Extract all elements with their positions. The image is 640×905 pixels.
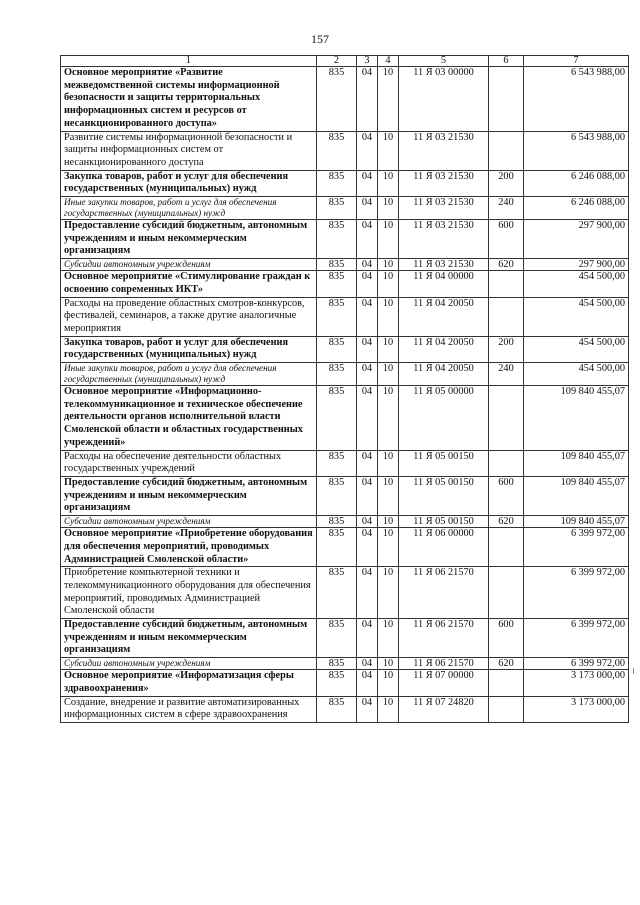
row-name-cell: Иные закупки товаров, работ и услуг для обеспечения государственных (муниципальных) нужд (61, 363, 317, 386)
row-grbs-cell: 835 (317, 658, 357, 670)
row-expense-type-cell (489, 386, 524, 451)
row-subsection-cell: 10 (378, 476, 399, 515)
row-section-cell: 04 (357, 450, 378, 476)
row-grbs-cell: 835 (317, 516, 357, 528)
row-expense-type-cell (489, 271, 524, 297)
row-grbs-cell: 835 (317, 386, 357, 451)
row-target-article-cell: 11 Я 06 21570 (399, 567, 489, 619)
table-row (61, 297, 629, 336)
header-col-3: 3 (357, 56, 378, 67)
row-amount-cell: 3 173 000,00 (524, 696, 629, 722)
row-amount-cell: 109 840 455,07 (524, 516, 629, 528)
row-subsection-cell: 10 (378, 170, 399, 196)
row-subsection-cell: 10 (378, 567, 399, 619)
row-target-article-cell: 11 Я 05 00150 (399, 450, 489, 476)
row-expense-type-cell: 620 (489, 658, 524, 670)
row-grbs-cell: 835 (317, 170, 357, 196)
row-expense-type-cell (489, 67, 524, 132)
row-section-cell: 04 (357, 67, 378, 132)
row-subsection-cell: 10 (378, 450, 399, 476)
row-section-cell: 04 (357, 336, 378, 362)
row-name-cell: Предоставление субсидий бюджетным, автономным учреждениям и иным некоммерческим организациям (61, 619, 317, 658)
row-section-cell: 04 (357, 670, 378, 696)
table-row (61, 131, 629, 170)
row-amount-cell: 454 500,00 (524, 336, 629, 362)
row-grbs-cell: 835 (317, 476, 357, 515)
row-section-cell: 04 (357, 197, 378, 220)
table-row (61, 670, 629, 696)
row-subsection-cell: 10 (378, 386, 399, 451)
table-row (61, 516, 629, 528)
row-expense-type-cell (489, 696, 524, 722)
row-amount-cell: 454 500,00 (524, 271, 629, 297)
table-row (61, 567, 629, 619)
row-expense-type-cell (489, 528, 524, 567)
row-expense-type-cell: 200 (489, 336, 524, 362)
row-subsection-cell: 10 (378, 131, 399, 170)
row-name-cell: Предоставление субсидий бюджетным, автономным учреждениям и иным некоммерческим организациям (61, 476, 317, 515)
row-amount-cell: 109 840 455,07 (524, 450, 629, 476)
row-amount-cell: 6 399 972,00 (524, 658, 629, 670)
row-target-article-cell: 11 Я 06 00000 (399, 528, 489, 567)
row-expense-type-cell: 600 (489, 476, 524, 515)
row-target-article-cell: 11 Я 06 21570 (399, 619, 489, 658)
table-row (61, 336, 629, 362)
row-section-cell: 04 (357, 131, 378, 170)
row-section-cell: 04 (357, 658, 378, 670)
row-name-cell: Иные закупки товаров, работ и услуг для обеспечения государственных (муниципальных) нужд (61, 197, 317, 220)
row-target-article-cell: 11 Я 03 21530 (399, 259, 489, 271)
row-name-cell: Основное мероприятие «Информационно-телекоммуникационное и техническое обеспечение деятельности органов исполнительной власти Смоленской области и областных государственных учреждений» (61, 386, 317, 451)
row-subsection-cell: 10 (378, 363, 399, 386)
row-amount-cell: 6 399 972,00 (524, 619, 629, 658)
row-name-cell: Субсидии автономным учреждениям (61, 516, 317, 528)
row-target-article-cell: 11 Я 03 00000 (399, 67, 489, 132)
row-subsection-cell: 10 (378, 619, 399, 658)
header-col-5: 5 (399, 56, 489, 67)
row-grbs-cell: 835 (317, 528, 357, 567)
row-amount-cell: 3 173 000,00 (524, 670, 629, 696)
header-col-7: 7 (524, 56, 629, 67)
row-name-cell: Основное мероприятие «Информатизация сферы здравоохранения» (61, 670, 317, 696)
row-name-cell: Приобретение компьютерной техники и телекоммуникационного оборудования для обеспечения мероприятий, проводимых Администрацией Смоленской области (61, 567, 317, 619)
row-amount-cell: 6 246 088,00 (524, 170, 629, 196)
row-expense-type-cell: 200 (489, 170, 524, 196)
row-grbs-cell: 835 (317, 336, 357, 362)
row-expense-type-cell (489, 450, 524, 476)
row-subsection-cell: 10 (378, 67, 399, 132)
row-amount-cell: 6 246 088,00 (524, 197, 629, 220)
row-expense-type-cell: 620 (489, 516, 524, 528)
row-section-cell: 04 (357, 567, 378, 619)
table-row (61, 67, 629, 132)
table-row (61, 658, 629, 670)
row-expense-type-cell: 600 (489, 220, 524, 259)
row-target-article-cell: 11 Я 05 00150 (399, 516, 489, 528)
row-name-cell: Основное мероприятие «Развитие межведомственной системы информационной безопасности и защиты территориальных информационных систем и ресурсов от несанкционированного доступа» (61, 67, 317, 132)
row-amount-cell: 109 840 455,07 (524, 476, 629, 515)
row-target-article-cell: 11 Я 03 21530 (399, 220, 489, 259)
row-target-article-cell: 11 Я 07 00000 (399, 670, 489, 696)
row-target-article-cell: 11 Я 03 21530 (399, 197, 489, 220)
row-name-cell: Создание, внедрение и развитие автоматизированных информационных систем в сфере здравоохранения (61, 696, 317, 722)
row-amount-cell: 109 840 455,07 (524, 386, 629, 451)
row-grbs-cell: 835 (317, 567, 357, 619)
row-expense-type-cell: 240 (489, 197, 524, 220)
row-section-cell: 04 (357, 619, 378, 658)
row-grbs-cell: 835 (317, 670, 357, 696)
row-name-cell: Субсидии автономным учреждениям (61, 658, 317, 670)
row-grbs-cell: 835 (317, 197, 357, 220)
row-amount-cell: 6 399 972,00 (524, 567, 629, 619)
row-subsection-cell: 10 (378, 297, 399, 336)
row-target-article-cell: 11 Я 04 20050 (399, 297, 489, 336)
row-target-article-cell: 11 Я 04 20050 (399, 363, 489, 386)
table-row (61, 476, 629, 515)
row-grbs-cell: 835 (317, 271, 357, 297)
table-row (61, 619, 629, 658)
table-row (61, 363, 629, 386)
row-amount-cell: 297 900,00 (524, 259, 629, 271)
table-row (61, 259, 629, 271)
row-section-cell: 04 (357, 363, 378, 386)
header-col-1: 1 (61, 56, 317, 67)
row-amount-cell: 454 500,00 (524, 297, 629, 336)
row-grbs-cell: 835 (317, 297, 357, 336)
header-col-4: 4 (378, 56, 399, 67)
row-subsection-cell: 10 (378, 516, 399, 528)
row-grbs-cell: 835 (317, 696, 357, 722)
row-name-cell: Закупка товаров, работ и услуг для обеспечения государственных (муниципальных) нужд (61, 170, 317, 196)
row-section-cell: 04 (357, 220, 378, 259)
table-row (61, 220, 629, 259)
row-amount-cell: 454 500,00 (524, 363, 629, 386)
scan-speck (633, 668, 634, 674)
header-col-6: 6 (489, 56, 524, 67)
row-subsection-cell: 10 (378, 670, 399, 696)
row-subsection-cell: 10 (378, 271, 399, 297)
row-name-cell: Субсидии автономным учреждениям (61, 259, 317, 271)
table-row (61, 450, 629, 476)
table-row (61, 528, 629, 567)
row-expense-type-cell: 600 (489, 619, 524, 658)
row-grbs-cell: 835 (317, 220, 357, 259)
row-grbs-cell: 835 (317, 363, 357, 386)
row-expense-type-cell (489, 297, 524, 336)
row-amount-cell: 297 900,00 (524, 220, 629, 259)
row-subsection-cell: 10 (378, 220, 399, 259)
row-target-article-cell: 11 Я 03 21530 (399, 131, 489, 170)
table-row (61, 386, 629, 451)
row-grbs-cell: 835 (317, 619, 357, 658)
row-grbs-cell: 835 (317, 450, 357, 476)
row-name-cell: Предоставление субсидий бюджетным, автономным учреждениям и иным некоммерческим организациям (61, 220, 317, 259)
row-section-cell: 04 (357, 297, 378, 336)
row-section-cell: 04 (357, 259, 378, 271)
row-expense-type-cell (489, 670, 524, 696)
row-target-article-cell: 11 Я 05 00000 (399, 386, 489, 451)
row-target-article-cell: 11 Я 04 00000 (399, 271, 489, 297)
table-row (61, 696, 629, 722)
row-subsection-cell: 10 (378, 259, 399, 271)
row-expense-type-cell (489, 131, 524, 170)
header-col-2: 2 (317, 56, 357, 67)
table-row (61, 197, 629, 220)
row-target-article-cell: 11 Я 03 21530 (399, 170, 489, 196)
table-header (61, 56, 629, 67)
page-number: 157 (311, 32, 329, 46)
row-subsection-cell: 10 (378, 528, 399, 567)
row-amount-cell: 6 399 972,00 (524, 528, 629, 567)
row-amount-cell: 6 543 988,00 (524, 67, 629, 132)
row-target-article-cell: 11 Я 06 21570 (399, 658, 489, 670)
row-expense-type-cell: 240 (489, 363, 524, 386)
row-section-cell: 04 (357, 696, 378, 722)
row-subsection-cell: 10 (378, 696, 399, 722)
row-grbs-cell: 835 (317, 259, 357, 271)
row-section-cell: 04 (357, 170, 378, 196)
row-grbs-cell: 835 (317, 131, 357, 170)
row-expense-type-cell: 620 (489, 259, 524, 271)
row-target-article-cell: 11 Я 04 20050 (399, 336, 489, 362)
row-name-cell: Основное мероприятие «Приобретение оборудования для обеспечения мероприятий, проводимых Администрацией Смоленской области» (61, 528, 317, 567)
budget-table (60, 55, 629, 723)
table-row (61, 271, 629, 297)
row-name-cell: Расходы на обеспечение деятельности областных государственных учреждений (61, 450, 317, 476)
row-section-cell: 04 (357, 528, 378, 567)
row-section-cell: 04 (357, 516, 378, 528)
row-section-cell: 04 (357, 476, 378, 515)
row-subsection-cell: 10 (378, 197, 399, 220)
row-name-cell: Основное мероприятие «Стимулирование граждан к освоению современных ИКТ» (61, 271, 317, 297)
row-target-article-cell: 11 Я 07 24820 (399, 696, 489, 722)
row-name-cell: Развитие системы информационной безопасности и защиты информационных систем от несанкционированного доступа (61, 131, 317, 170)
row-amount-cell: 6 543 988,00 (524, 131, 629, 170)
row-grbs-cell: 835 (317, 67, 357, 132)
row-name-cell: Закупка товаров, работ и услуг для обеспечения государственных (муниципальных) нужд (61, 336, 317, 362)
row-subsection-cell: 10 (378, 658, 399, 670)
row-target-article-cell: 11 Я 05 00150 (399, 476, 489, 515)
table-body (61, 67, 629, 723)
row-section-cell: 04 (357, 271, 378, 297)
row-subsection-cell: 10 (378, 336, 399, 362)
row-section-cell: 04 (357, 386, 378, 451)
row-expense-type-cell (489, 567, 524, 619)
table-row (61, 170, 629, 196)
row-name-cell: Расходы на проведение областных смотров-конкурсов, фестивалей, семинаров, а также другие аналогичные мероприятия (61, 297, 317, 336)
